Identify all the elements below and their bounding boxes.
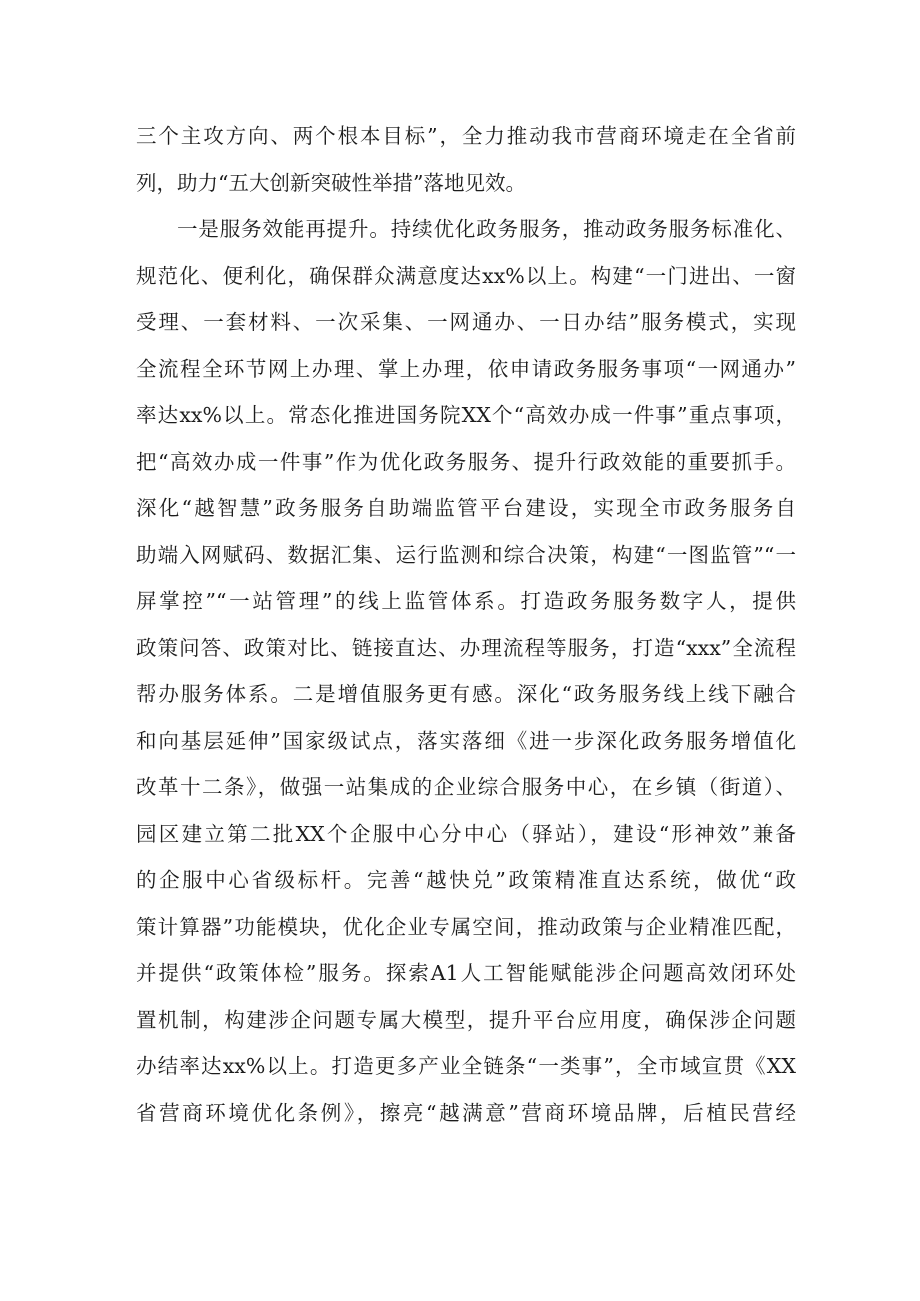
text-line: 助端入网赋码、数据汇集、运行监测和综合决策，构建“一图监管”“一 bbox=[136, 542, 796, 567]
text-line: 深化“越智慧”政务服务自助端监管平台建设，实现全市政务服务自 bbox=[136, 496, 796, 520]
text-line: 率达xx%以上。常态化推进国务院XX个“高效办成一件事”重点事项， bbox=[136, 403, 796, 427]
text-line: 三个主攻方向、两个根本目标”，全力推动我市营商环境走在全省前 bbox=[136, 124, 796, 148]
text-line: 并提供“政策体检”服务。探索A1人工智能赋能涉企问题高效闭环处 bbox=[136, 961, 796, 985]
paragraph-start-line: 一是服务效能再提升。持续优化政务服务，推动政务服务标准化、 bbox=[177, 217, 796, 241]
text-line: 规范化、便利化，确保群众满意度达xx%以上。构建“一门进出、一窗 bbox=[136, 263, 796, 288]
text-line: 的企服中心省级标杆。完善“越快兑”政策精准直达系统，做优“政 bbox=[136, 868, 796, 892]
text-line: 帮办服务体系。二是增值服务更有感。深化“政务服务线上线下融合 bbox=[136, 682, 796, 706]
text-line: 改革十二条》，做强一站集成的企业综合服务中心，在乡镇（街道）、 bbox=[136, 775, 796, 799]
text-line: 和向基层延伸”国家级试点，落实落细《进一步深化政务服务增值化 bbox=[136, 728, 796, 753]
text-line: 列，助力“五大创新突破性举措”落地见效。 bbox=[136, 170, 526, 195]
text-line: 置机制，构建涉企问题专属大模型，提升平台应用度，确保涉企问题 bbox=[136, 1007, 796, 1032]
text-line: 受理、一套材料、一次采集、一网通办、一日办结”服务模式，实现 bbox=[136, 310, 796, 334]
text-line: 园区建立第二批XX个企服中心分中心（驿站），建设“形神效”兼备 bbox=[136, 821, 796, 846]
body-text bbox=[136, 113, 796, 1136]
text-line: 屏掌控”“一站管理”的线上监管体系。打造政务服务数字人，提供 bbox=[136, 589, 796, 613]
text-line: 全流程全环节网上办理、掌上办理，依申请政务服务事项“一网通办” bbox=[136, 356, 796, 381]
text-line: 把“高效办成一件事”作为优化政务服务、提升行政效能的重要抓手。 bbox=[136, 449, 796, 474]
text-line: 省营商环境优化条例》，擦亮“越满意”营商环境品牌，后植民营经 bbox=[136, 1100, 796, 1125]
text-line: 政策问答、政策对比、链接直达、办理流程等服务，打造“xxx”全流程 bbox=[136, 635, 796, 660]
text-line: 办结率达xx%以上。打造更多产业全链条“一类事”，全市域宣贯《XX bbox=[136, 1054, 796, 1078]
text-line: 策计算器”功能模块，优化企业专属空间，推动政策与企业精准匹配， bbox=[136, 914, 796, 939]
